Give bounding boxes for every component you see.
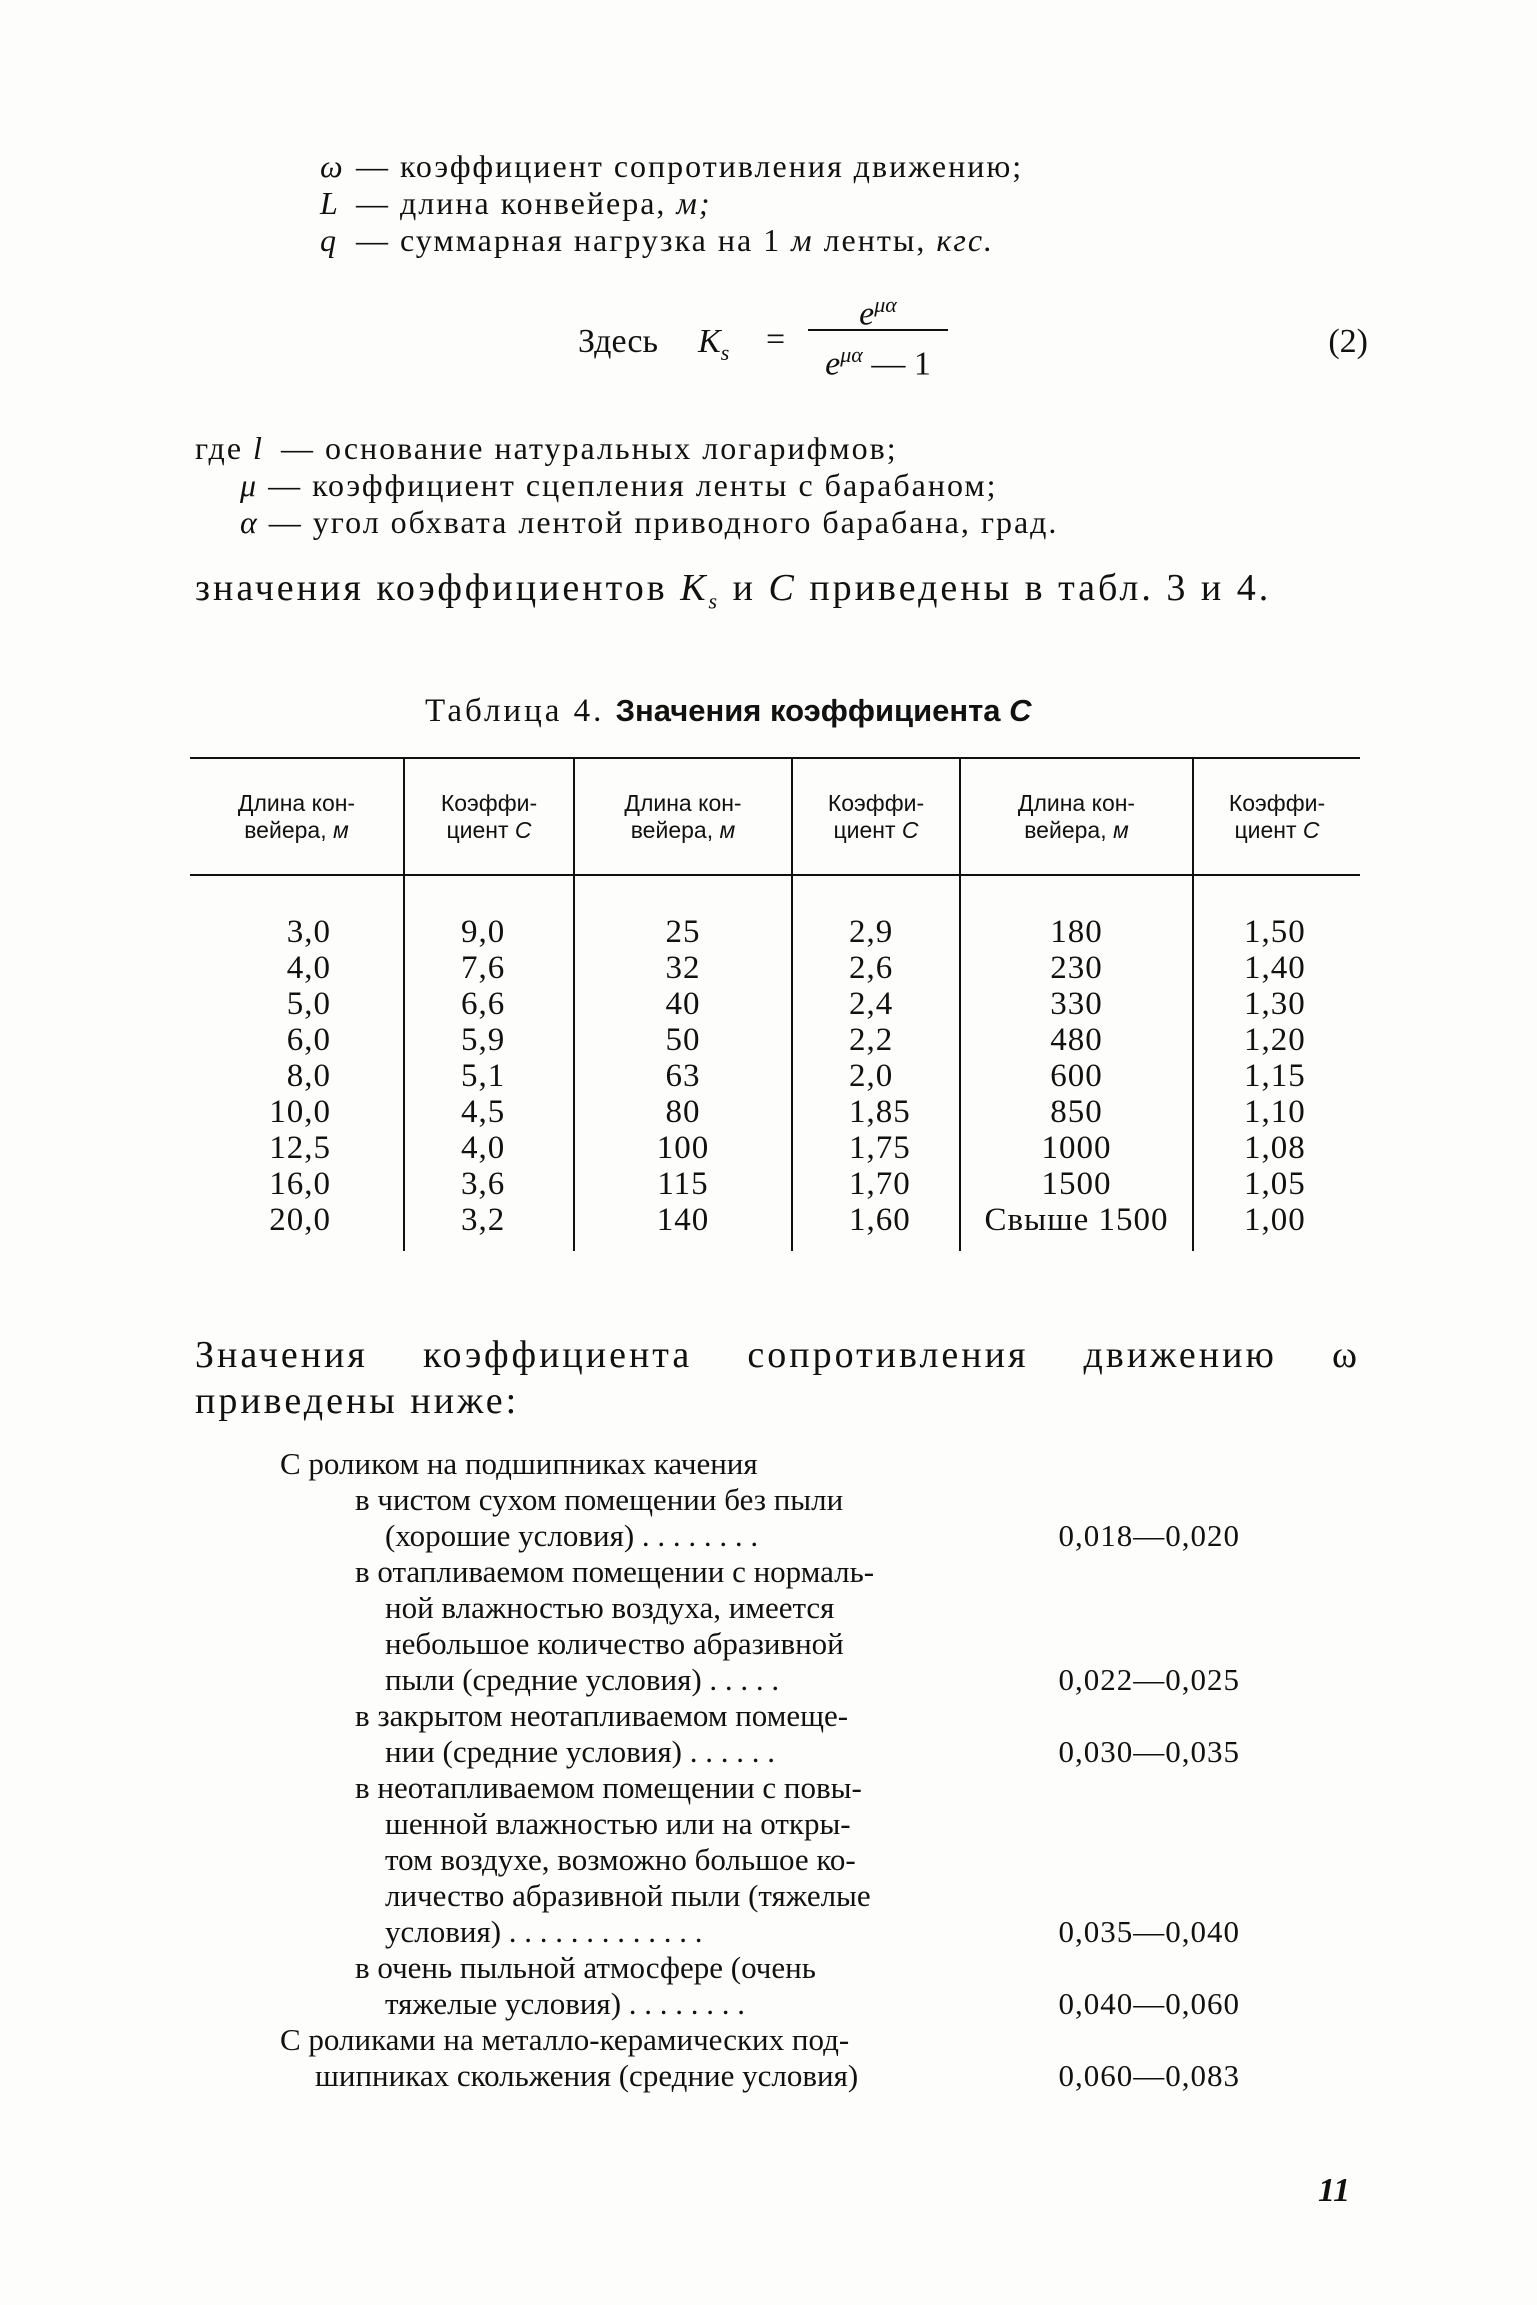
list-item-line: шипниках скольжения (средние условия) <box>315 2058 859 2093</box>
def-symbol: μ <box>240 467 259 503</box>
table-cell: 4,0 <box>286 950 331 986</box>
definitions-top <box>320 148 1023 259</box>
def-omega <box>320 148 1023 185</box>
header-line: вейера, <box>1024 816 1113 843</box>
header-unit: м <box>1112 816 1129 843</box>
list-item-line: небольшое количество абразивной <box>385 1626 844 1661</box>
list-item <box>280 1482 1280 1554</box>
def-unit: кгс. <box>936 222 995 258</box>
table-cell: 4,0 <box>461 1130 506 1166</box>
list-item-line: в чистом сухом помещении без пыли <box>355 1482 844 1517</box>
definitions-bottom <box>195 430 1058 541</box>
def-text: — коэффициент сопротивления движению; <box>346 148 1024 184</box>
table-cell: 2,6 <box>849 950 894 986</box>
para-ks-sub: s <box>708 588 721 614</box>
header-line: вейера, <box>630 816 720 843</box>
table-cell: 8,0 <box>286 1058 331 1094</box>
para-c: C <box>768 567 797 609</box>
def-symbol: L <box>320 185 340 221</box>
table-cell: 3,2 <box>461 1202 506 1238</box>
formula-numerator <box>808 283 948 333</box>
table-column <box>1194 876 1360 1251</box>
header-line: Длина кон- <box>237 789 356 816</box>
list-item-value: 0,018—0,020 <box>1058 1518 1240 1553</box>
list-item <box>280 1554 1280 1698</box>
table-cell: 115 <box>657 1166 709 1202</box>
header-unit: C <box>1302 816 1320 843</box>
table-cell: 1,00 <box>1244 1202 1306 1238</box>
table-cell: 5,0 <box>286 986 331 1022</box>
table-column <box>190 876 405 1251</box>
header-length-2 <box>575 759 793 874</box>
list-item-text <box>355 1482 1020 1554</box>
list-item-line: нии (средние условия) . . . . . . <box>385 1734 775 1769</box>
table-cell: 2,4 <box>849 986 894 1022</box>
header-line: Коэффи- <box>827 789 925 816</box>
list-item-line: С роликом на подшипниках качения <box>280 1446 758 1481</box>
table-cell: 6,0 <box>286 1022 331 1058</box>
def-text: — угол обхвата лентой приводного барабана, град. <box>258 504 1059 540</box>
list-item-line: ной влажностью воздуха, имеется <box>385 1590 835 1625</box>
table-cell: 480 <box>1050 1022 1103 1058</box>
list-item-line: условия) . . . . . . . . . . . . . <box>385 1914 703 1949</box>
table-cell: 16,0 <box>269 1166 331 1202</box>
header-line: вейера, <box>244 816 333 843</box>
table-cell: 6,6 <box>461 986 506 1022</box>
table-caption <box>425 693 1032 730</box>
den-base: e <box>825 345 841 383</box>
table-cell: 25 <box>665 914 701 950</box>
list-item <box>280 1446 1280 1482</box>
table-header-row <box>190 759 1360 874</box>
def-load <box>320 222 1023 259</box>
table-cell: 100 <box>656 1130 710 1166</box>
list-item-text <box>355 1950 1020 2022</box>
header-line: Коэффи- <box>440 789 538 816</box>
table-cell: 2,9 <box>849 914 894 950</box>
table-cell: 230 <box>1050 950 1103 986</box>
page-number: 11 <box>1318 2172 1351 2209</box>
formula-equals: = <box>766 321 786 358</box>
header-coef-2 <box>793 759 961 874</box>
header-unit: C <box>514 816 532 843</box>
list-item-value: 0,040—0,060 <box>1058 1986 1240 2021</box>
list-item-value: 0,035—0,040 <box>1058 1914 1240 1949</box>
list-item-line: (хорошие условия) . . . . . . . . <box>385 1518 759 1553</box>
header-line: Длина кон- <box>1017 789 1136 816</box>
table-cell: 1,10 <box>1244 1094 1306 1130</box>
table-cell: 1,05 <box>1244 1166 1306 1202</box>
table-cell: 50 <box>665 1022 701 1058</box>
def-mu <box>195 467 1058 504</box>
header-unit: C <box>901 816 919 843</box>
formula-lhs-symbol: K <box>698 323 721 360</box>
header-coef-1 <box>405 759 575 874</box>
table-column <box>793 876 961 1251</box>
def-unit: м; <box>676 185 712 221</box>
def-l <box>195 430 1058 467</box>
list-item-text <box>355 1698 1020 1770</box>
formula-lead: Здесь <box>578 323 659 360</box>
omega-values-list <box>280 1446 1280 2094</box>
table-cell: 1,50 <box>1244 914 1306 950</box>
list-item-value: 0,030—0,035 <box>1058 1734 1240 1769</box>
table-body <box>190 876 1360 1251</box>
list-item <box>280 1698 1280 1770</box>
header-line: Длина кон- <box>624 789 742 816</box>
table-cell: 1,70 <box>849 1166 911 1202</box>
def-symbol: α <box>240 504 259 540</box>
header-coef-3 <box>1194 759 1360 874</box>
den-exponent: μα <box>840 342 863 367</box>
para-text: приведены в табл. 3 и 4. <box>796 567 1272 609</box>
table-cell: 180 <box>1050 914 1103 950</box>
table-column <box>961 876 1194 1251</box>
list-item-text <box>355 1770 1020 1950</box>
def-symbol: q <box>320 222 338 258</box>
def-length <box>320 185 1023 222</box>
caption-title <box>616 693 1032 728</box>
table-column <box>405 876 575 1251</box>
header-line: циент <box>1234 816 1303 843</box>
table-cell: 1,30 <box>1244 986 1306 1022</box>
caption-symbol: C <box>1009 693 1032 728</box>
list-item <box>280 2022 1280 2094</box>
list-item-line: С роликами на металло-керамических под- <box>280 2022 850 2057</box>
table-cell: 1,40 <box>1244 950 1306 986</box>
header-line: циент <box>833 816 902 843</box>
caption-prefix: Таблица 4. <box>425 693 616 729</box>
list-item-value: 0,060—0,083 <box>1058 2058 1240 2093</box>
def-text: — основание натуральных логарифмов; <box>271 430 898 466</box>
header-unit: м <box>332 816 349 843</box>
formula-fraction <box>808 283 948 383</box>
table-cell: 1,15 <box>1244 1058 1306 1094</box>
formula-lhs-sub: s <box>720 339 730 365</box>
list-item-line: личество абразивной пыли (тяжелые <box>385 1878 871 1913</box>
def-symbol: ω <box>320 148 345 184</box>
header-unit: м <box>719 816 736 843</box>
header-length-1 <box>190 759 405 874</box>
table-cell: 40 <box>665 986 701 1022</box>
list-item-value: 0,022—0,025 <box>1058 1662 1240 1697</box>
list-item-line: в закрытом неотапливаемом помеще- <box>355 1698 849 1733</box>
table-cell: 63 <box>665 1058 701 1094</box>
list-item-line: том воздухе, возможно большое ко- <box>385 1842 856 1877</box>
formula-lhs <box>698 323 729 366</box>
num-exponent: μα <box>874 292 897 317</box>
def-text: — длина конвейера, <box>346 185 677 221</box>
coefficient-table <box>190 757 1360 1251</box>
list-item-line: шенной влажностью или на откры- <box>385 1806 851 1841</box>
table-cell: 4,5 <box>461 1094 506 1130</box>
table-cell: 1,75 <box>849 1130 911 1166</box>
table-cell: 2,0 <box>849 1058 894 1094</box>
table-cell: 2,2 <box>849 1022 894 1058</box>
den-tail: — 1 <box>862 345 931 383</box>
para-text: и <box>720 567 769 609</box>
table-cell: 1000 <box>1041 1130 1112 1166</box>
table-cell: 1,60 <box>849 1202 911 1238</box>
table-cell: Свыше 1500 <box>984 1202 1169 1238</box>
table-cell: 12,5 <box>269 1130 331 1166</box>
list-item-line: в отапливаемом помещении с нормаль- <box>355 1554 875 1589</box>
table-cell: 20,0 <box>269 1202 331 1238</box>
table-cell: 3,0 <box>286 914 331 950</box>
list-item <box>280 1770 1280 1950</box>
header-length-3 <box>961 759 1194 874</box>
caption-bold: Значения коэффициента <box>615 693 1010 728</box>
paragraph-coefficients <box>195 565 1360 625</box>
table-cell: 330 <box>1050 986 1103 1022</box>
def-unit: м <box>791 222 814 258</box>
table-cell: 1,85 <box>849 1094 911 1130</box>
def-alpha <box>195 504 1058 541</box>
def-text: — суммарная нагрузка на 1 <box>346 222 792 258</box>
table-cell: 32 <box>665 950 701 986</box>
def-symbol: l <box>253 430 264 466</box>
def-text-tail: ленты, <box>813 222 937 258</box>
list-item-text <box>280 1446 980 1482</box>
table-cell: 5,1 <box>461 1058 506 1094</box>
list-item-line: в очень пыльной атмосфере (очень <box>355 1950 816 1985</box>
list-item <box>280 1950 1280 2022</box>
list-item-line: пыли (средние условия) . . . . . <box>385 1662 780 1697</box>
list-item-text <box>355 1554 1020 1698</box>
table-cell: 600 <box>1050 1058 1103 1094</box>
table-cell: 850 <box>1050 1094 1103 1130</box>
table-cell: 9,0 <box>461 914 506 950</box>
def-text: — коэффициент сцепления ленты с барабаном; <box>258 467 998 503</box>
table-cell: 1500 <box>1041 1166 1112 1202</box>
table-column <box>575 876 793 1251</box>
para-ks: K <box>680 567 709 609</box>
list-item-line: в неотапливаемом помещении с повы- <box>355 1770 862 1805</box>
table-cell: 3,6 <box>461 1166 506 1202</box>
list-item-text <box>280 2022 980 2094</box>
para-text: значения коэффициентов <box>195 567 681 609</box>
header-line: Коэффи- <box>1228 789 1326 816</box>
table-cell: 1,08 <box>1244 1130 1306 1166</box>
fraction-bar <box>808 329 948 331</box>
num-base: e <box>859 295 875 333</box>
paragraph-omega-values: Значения коэффициента сопротивления движению ω приведены ниже: <box>195 1334 1360 1422</box>
table-cell: 80 <box>665 1094 701 1130</box>
table-cell: 7,6 <box>461 950 506 986</box>
table-cell: 140 <box>656 1202 710 1238</box>
list-item-line: тяжелые условия) . . . . . . . . <box>385 1986 746 2021</box>
formula-ks <box>578 283 1368 393</box>
table-cell: 5,9 <box>461 1022 506 1058</box>
header-line: циент <box>446 816 515 843</box>
def-prefix: где <box>195 430 254 466</box>
table-cell: 10,0 <box>269 1094 331 1130</box>
formula-number: (2) <box>1328 323 1368 360</box>
formula-denominator <box>808 333 948 383</box>
table-cell: 1,20 <box>1244 1022 1306 1058</box>
